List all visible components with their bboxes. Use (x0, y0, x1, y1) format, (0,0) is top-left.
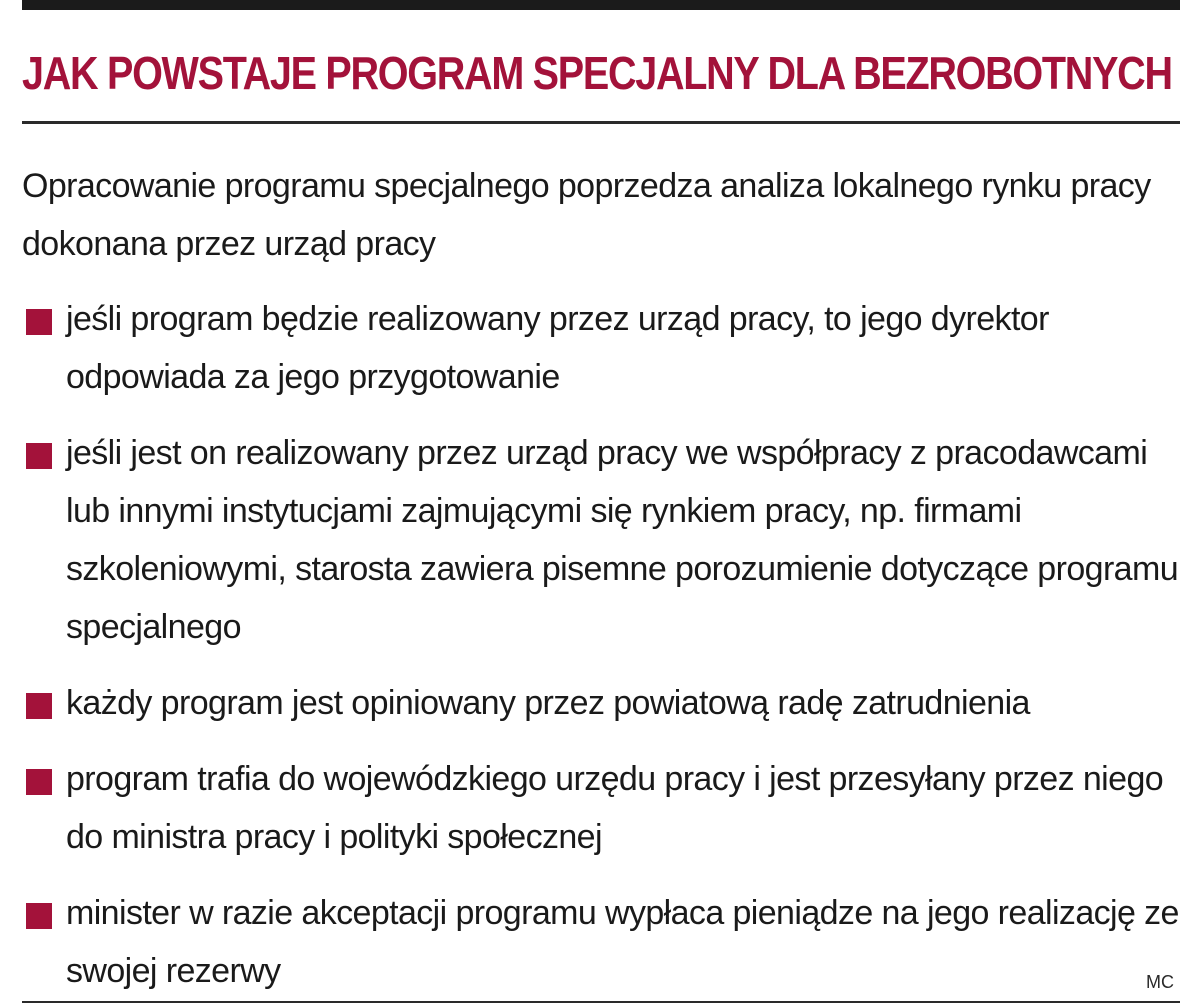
list-item-text: jeśli program będzie realizowany przez urząd pracy, to jego dyrektor odpowiada za jego przygotowanie (66, 300, 1049, 396)
intro-paragraph: Opracowanie programu specjalnego poprzedza analiza lokalnego rynku pracy dokonana przez urząd pracy (22, 167, 1151, 263)
list-item-text: jeśli jest on realizowany przez urząd pracy we współpracy z pracodawcami lub innymi instytucjami zajmującymi się rynkiem pracy, np. firmami szkoleniowymi, starosta zawiera pisemne porozumienie dotyczące programu specjalnego (66, 434, 1179, 646)
square-bullet-icon (26, 903, 52, 929)
bottom-rule (22, 1001, 1180, 1003)
author-credit: MC (1146, 972, 1174, 992)
list-item (22, 674, 1180, 732)
title-divider (22, 121, 1180, 124)
infobox-title: JAK POWSTAJE PROGRAM SPECJALNY DLA BEZROBOTNYCH (22, 47, 1172, 99)
square-bullet-icon (26, 769, 52, 795)
list-item (22, 750, 1180, 866)
list-item (22, 884, 1180, 1000)
list-item (22, 290, 1180, 406)
steps-list (22, 290, 1180, 1000)
square-bullet-icon (26, 309, 52, 335)
list-item-text: program trafia do wojewódzkiego urzędu pracy i jest przesyłany przez niego do ministra pracy i polityki społecznej (66, 760, 1164, 856)
list-item-text: minister w razie akceptacji programu wypłaca pieniądze na jego realizację ze swojej rezerwy (66, 894, 1179, 990)
square-bullet-icon (26, 443, 52, 469)
list-item-text: każdy program jest opiniowany przez powiatową radę zatrudnienia (66, 684, 1030, 722)
top-rule (22, 0, 1180, 10)
square-bullet-icon (26, 693, 52, 719)
list-item (22, 424, 1180, 656)
